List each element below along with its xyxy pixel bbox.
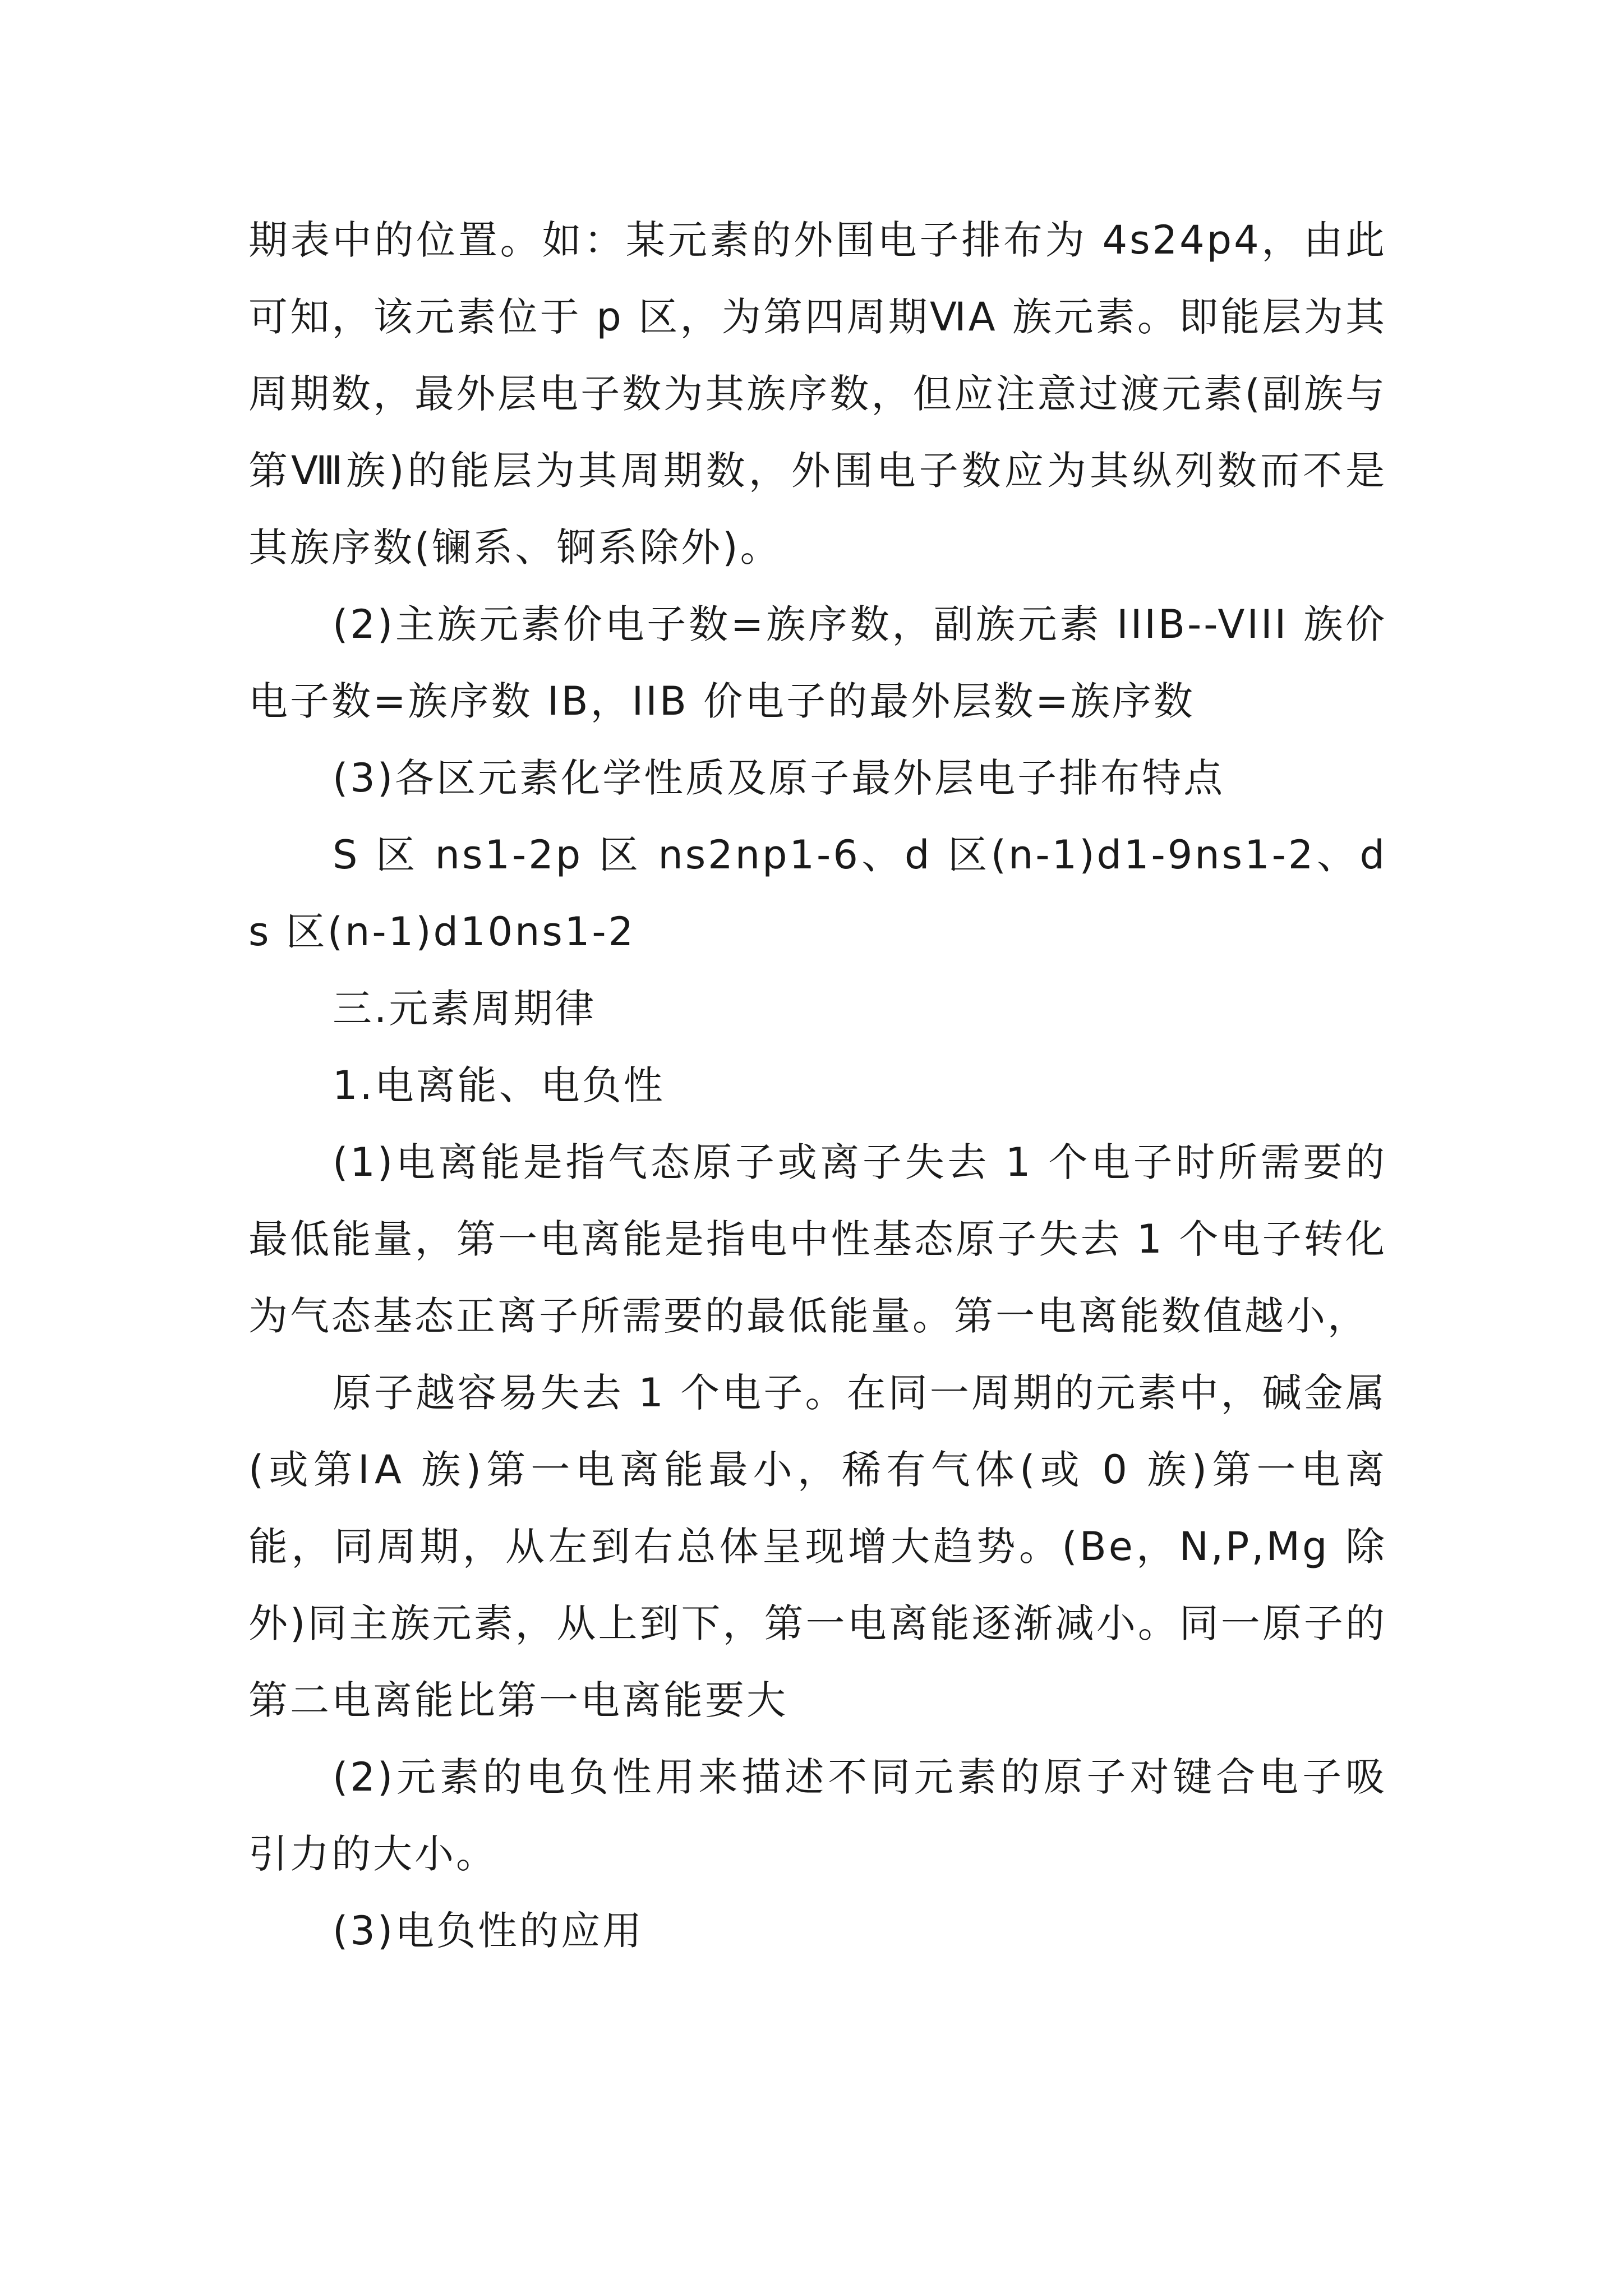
paragraph-electronegativity-definition: (2)元素的电负性用来描述不同元素的原子对键合电子吸引力的大小。 xyxy=(248,1754,1387,1877)
paragraph-ionization-energy-definition: (1)电离能是指气态原子或离子失去 1 个电子时所需要的最低能量，第一电离能是指电中性基态原子失去 1 个电子转化为气态基态正离子所需要的最低能量。第一电离能数值越小， xyxy=(248,1139,1387,1339)
subsection-heading-ionization-electronegativity: 1.电离能、电负性 xyxy=(333,1062,665,1108)
paragraph-electronegativity-application: (3)电负性的应用 xyxy=(333,1908,644,1954)
section-heading-periodic-law: 三.元素周期律 xyxy=(333,986,597,1032)
paragraph-block-configurations: S 区 ns1-2p 区 ns2np1-6、d 区(n-1)d1-9ns1-2、ds 区(n-1)d10ns1-2 xyxy=(248,832,1387,955)
paragraph-block-properties: (3)各区元素化学性质及原子最外层电子排布特点 xyxy=(333,755,1225,801)
paragraph-ionization-trends: 原子越容易失去 1 个电子。在同一周期的元素中，碱金属(或第ⅠA 族)第一电离能最小，稀有气体(或 0 族)第一电离能，同周期，从左到右总体呈现增大趋势。(Be，N,P,Mg 除外)同主族元素，从上到下，第一电离能逐渐减小。同一原子的第二电离能比第一电离能要大 xyxy=(248,1370,1387,1723)
paragraph-periodic-position: 期表中的位置。如：某元素的外围电子排布为 4s24p4，由此可知，该元素位于 p 区，为第四周期ⅥA 族元素。即能层为其周期数，最外层电子数为其族序数，但应注意过渡元素(副族与第Ⅷ族)的能层为其周期数，外围电子数应为其纵列数而不是其族序数(镧系、锕系除外)。 xyxy=(248,217,1387,570)
paragraph-valence-electrons: (2)主族元素价电子数=族序数，副族元素 IIIB--VIII 族价电子数=族序数 IB，IIB 价电子的最外层数=族序数 xyxy=(248,601,1387,724)
document-body xyxy=(248,202,1387,1970)
